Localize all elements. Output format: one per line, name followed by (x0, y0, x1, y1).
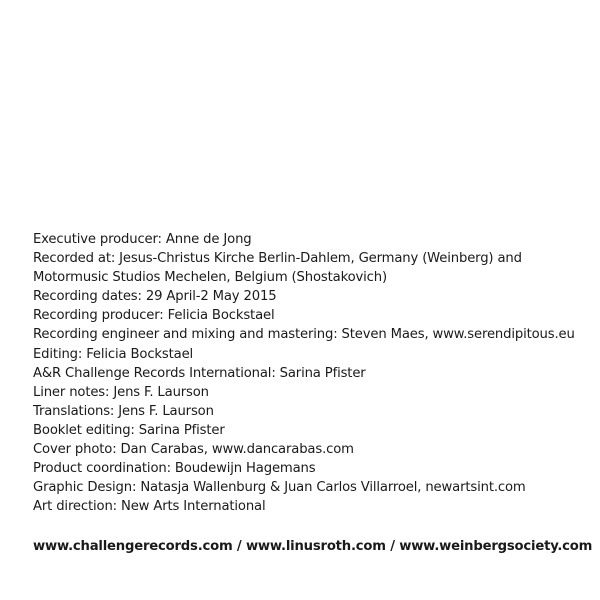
credit-product-coordination: Product coordination: Boudewijn Hagemans (33, 461, 316, 477)
website-link-challengerecords[interactable]: www.challengerecords.com (33, 539, 233, 554)
credit-graphic-design: Graphic Design: Natasja Wallenburg & Juan Carlos Villarroel, newartsint.com (33, 480, 526, 496)
credits-list (33, 230, 583, 516)
website-link-linusroth[interactable]: www.linusroth.com (245, 539, 386, 554)
credit-recording-producer: Recording producer: Felicia Bockstael (33, 308, 275, 324)
credit-executive-producer: Executive producer: Anne de Jong (33, 232, 252, 247)
credit-art-direction: Art direction: New Arts International (33, 499, 266, 515)
credit-editing: Editing: Felicia Bockstael (33, 346, 194, 362)
credit-cover-photo: Cover photo: Dan Carabas, www.dancarabas.com (33, 442, 354, 458)
credit-recording-engineer: Recording engineer and mixing and mastering: Steven Maes, www.serendipitous.eu (33, 327, 575, 343)
credit-recording-dates: Recording dates: 29 April-2 May 2015 (33, 289, 277, 305)
credit-translations: Translations: Jens F. Laurson (33, 403, 214, 419)
credit-booklet-editing: Booklet editing: Sarina Pfister (33, 422, 225, 438)
websites-line (33, 537, 593, 556)
website-separator: / (232, 539, 246, 554)
website-link-weinbergsociety[interactable]: www.weinbergsociety.com (399, 539, 593, 554)
credit-ar: A&R Challenge Records International: Sarina Pfister (33, 365, 366, 381)
credit-liner-notes: Liner notes: Jens F. Laurson (33, 384, 209, 400)
credit-recorded-at: Recorded at: Jesus-Christus Kirche Berlin-Dahlem, Germany (Weinberg) and Motormusic Studios Mechelen, Belgium (Shostakovich) (33, 251, 522, 286)
website-separator: / (385, 539, 400, 554)
